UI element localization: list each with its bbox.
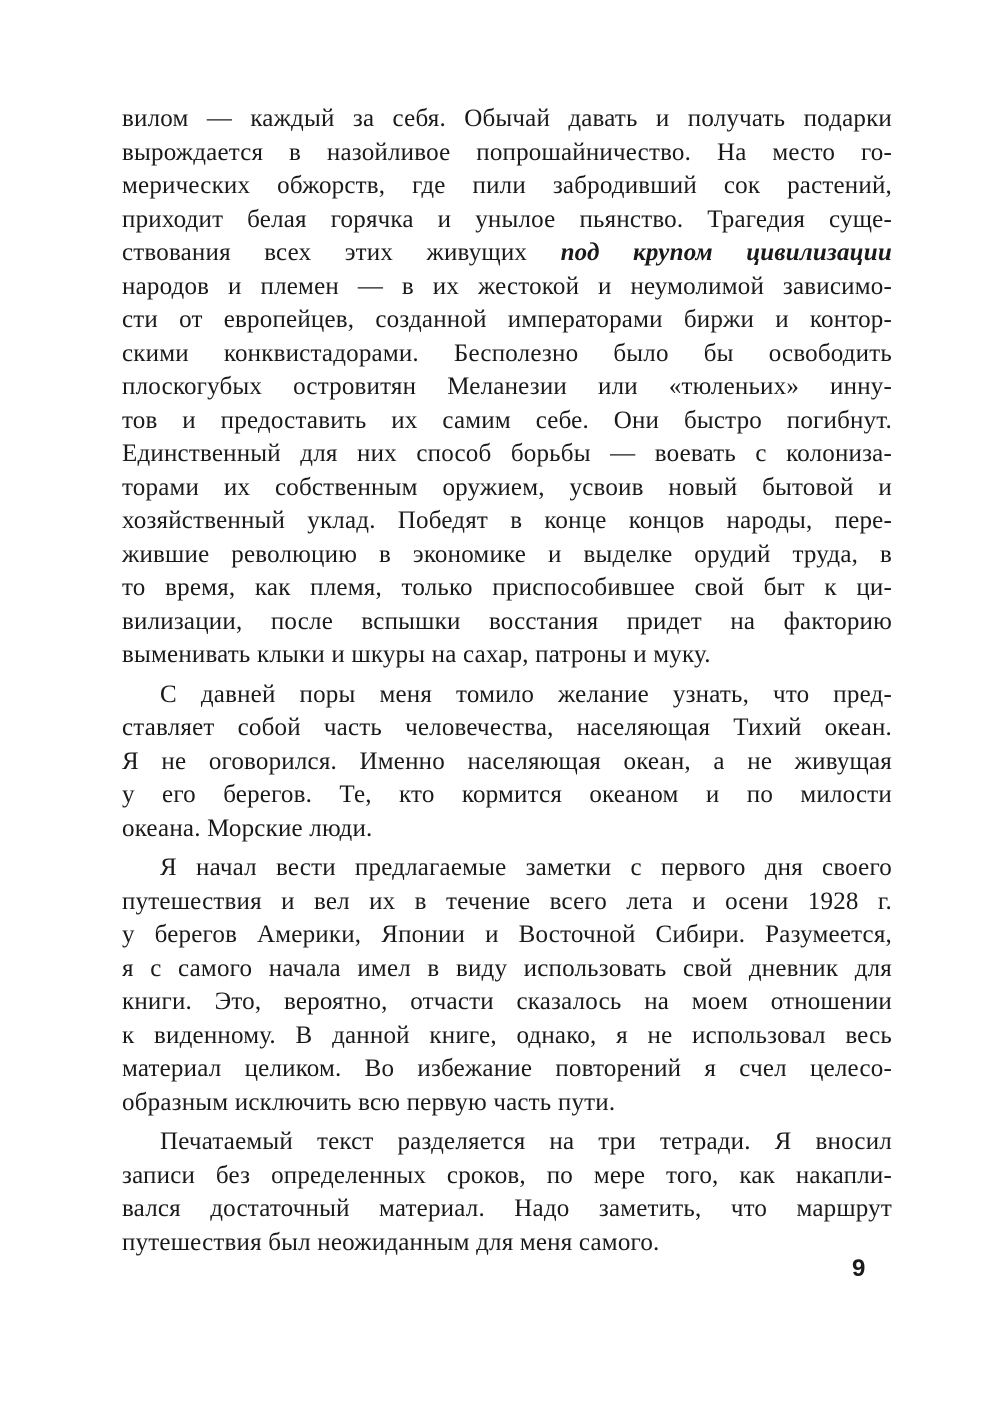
text-line: торами их собственным оружием, усвоив новый бытовой и [122, 473, 892, 501]
text-line: Я начал вести предлагаемые заметки с первого дня своего [160, 854, 892, 881]
text-line: ставляет собой часть человечества, населяющая Тихий океан. [122, 714, 892, 741]
text-line: народов и племен — в их жестокой и неумолимой зависимо- [122, 272, 892, 300]
text-line: к виденному. В данной книге, однако, я не использовал весь [122, 1021, 892, 1049]
text-line: у берегов Америки, Японии и Восточной Сибири. Разумеется, [122, 921, 892, 948]
emphasized-text: под крупом цивилизации [560, 239, 892, 266]
text-line: вался достаточный материал. Надо заметить, что маршрут [122, 1195, 892, 1222]
paragraph [122, 678, 892, 846]
text-line: Единственный для них способ борьбы — воевать с колониза- [122, 440, 892, 467]
text-line: Я не оговорился. Именно населяющая океан, а не живущая [122, 747, 892, 775]
text-line: тов и предоставить их самим себе. Они быстро погибнут. [122, 406, 892, 434]
text-line: то время, как племя, только приспособившее свой быт к ци- [122, 574, 892, 601]
text-line: вилом — каждый за себя. Обычай давать и получать подарки [122, 105, 892, 132]
text-line: образным исключить всю первую часть пути. [122, 1088, 616, 1116]
text-line: вилизации, после вспышки восстания придет на факторию [122, 607, 892, 635]
text-line: хозяйственный уклад. Победят в конце концов народы, пере- [122, 507, 892, 534]
text-line: книги. Это, вероятно, отчасти сказалось на моем отношении [122, 988, 892, 1015]
paragraph [122, 1125, 892, 1259]
paragraph [122, 851, 892, 1119]
text-line: скими конквистадорами. Бесполезно было бы освободить [122, 339, 892, 367]
text-line: вырождается в назойливое попрошайничество. На место го- [122, 138, 892, 166]
text-line: приходит белая горячка и унылое пьянство. Трагедия суще- [122, 205, 892, 233]
text-line: я с самого начала имел в виду использовать свой дневник для [122, 954, 892, 982]
text-line: сти от европейцев, созданной императорами биржи и контор- [122, 306, 892, 333]
text-line: выменивать клыки и шкуры на сахар, патроны и муку. [122, 641, 711, 668]
text-line: океана. Морские люди. [122, 814, 373, 842]
text-line: у его берегов. Те, кто кормится океаном и по милости [122, 781, 892, 808]
body-text [122, 102, 892, 1259]
page-number: 9 [852, 1255, 866, 1282]
text-line: плоскогубых островитян Меланезии или «тюленьих» инну- [122, 373, 892, 400]
text-line: записи без определенных сроков, по мере того, как накапли- [122, 1161, 892, 1189]
text-line: путешествия и вел их в течение всего лета и осени 1928 г. [122, 887, 892, 915]
text-line: материал целиком. Во избежание повторений я счел целесо- [122, 1055, 892, 1082]
text-line: жившие революцию в экономике и выделке орудий труда, в [122, 540, 892, 568]
text-line: ствования всех этих живущих под крупом цивилизации [122, 239, 892, 266]
text-line: мерических обжорств, где пили забродивший сок растений, [122, 172, 892, 199]
text-line: Печатаемый текст разделяется на три тетради. Я вносил [160, 1128, 892, 1155]
paragraph [122, 102, 892, 672]
text-line: С давней поры меня томило желание узнать, что пред- [160, 680, 892, 708]
text-line: путешествия был неожиданным для меня самого. [122, 1228, 660, 1256]
